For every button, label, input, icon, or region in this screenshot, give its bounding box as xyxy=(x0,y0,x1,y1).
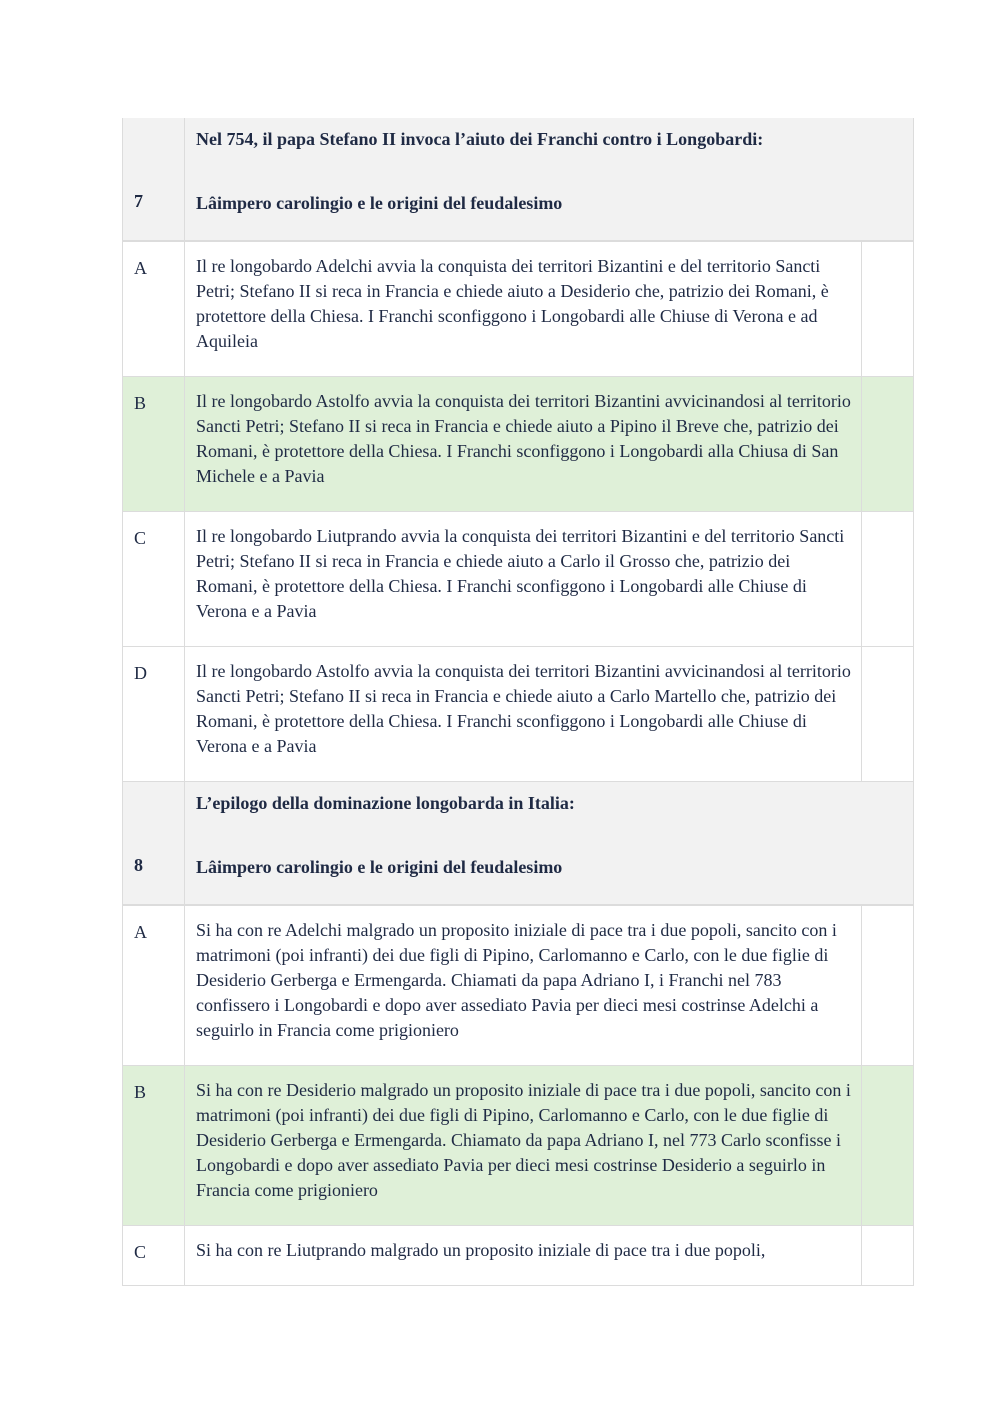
answer-mark-cell xyxy=(862,377,911,511)
answer-text: Si ha con re Adelchi malgrado un proposito iniziale di pace tra i due popoli, sancito con i matrimoni (poi infranti) dei due figli di Pipino, Carlomanno e Carlo, con le due figlie di Desiderio Gerberga e Ermengarda. Chiamati da papa Adriano I, i Franchi nel 783 confissero i Longobardi e dopo aver assediato Pavia per dieci mesi costrinse Adelchi a seguirlo in Francia come prigioniero xyxy=(185,906,862,1065)
answer-text: Il re longobardo Adelchi avvia la conquista dei territori Bizantini e del territorio Sancti Petri; Stefano II si reca in Francia e chiede aiuto a Desiderio che, patrizio dei Romani, è protettore della Chiesa. I Franchi sconfiggono i Longobardi alle Chiuse di Verona e ad Aquileia xyxy=(185,242,862,376)
question-subtitle: Lâimpero carolingio e le origini del feudalesimo xyxy=(196,193,563,213)
answer-row-c[interactable] xyxy=(123,512,913,647)
answer-row-a[interactable] xyxy=(123,242,913,377)
answer-mark-cell xyxy=(862,1066,911,1225)
answer-text: Il re longobardo Astolfo avvia la conquista dei territori Bizantini avvicinandosi al territorio Sancti Petri; Stefano II si reca in Francia e chiede aiuto a Carlo Martello che, patrizio dei Romani, è protettore della Chiesa. I Franchi sconfiggono i Longobardi alle Chiuse di Verona e a Pavia xyxy=(185,647,862,781)
answer-row-b-correct[interactable] xyxy=(123,377,913,512)
question-number: 8 xyxy=(123,782,185,904)
question-title: L’epilogo della dominazione longobarda in Italia: xyxy=(196,793,575,813)
answer-mark-cell xyxy=(862,647,911,781)
answer-mark-cell xyxy=(862,906,911,1065)
quiz-table xyxy=(122,118,914,1286)
question-subtitle: Lâimpero carolingio e le origini del feudalesimo xyxy=(196,857,563,877)
question-header-row xyxy=(123,118,913,242)
answer-letter: C xyxy=(123,1226,185,1285)
question-header-row xyxy=(123,782,913,906)
answer-letter: D xyxy=(123,647,185,781)
answer-mark-cell xyxy=(862,512,911,646)
answer-letter: B xyxy=(123,377,185,511)
answer-text: Il re longobardo Astolfo avvia la conquista dei territori Bizantini avvicinandosi al territorio Sancti Petri; Stefano II si reca in Francia e chiede aiuto a Pipino il Breve che, patrizio dei Romani, è protettore della Chiesa. I Franchi sconfiggono i Longobardi alla Chiusa di San Michele e a Pavia xyxy=(185,377,862,511)
answer-mark-cell xyxy=(862,1226,911,1285)
answer-row-d[interactable] xyxy=(123,647,913,782)
answer-mark-cell xyxy=(862,242,911,376)
answer-letter: A xyxy=(123,906,185,1065)
answer-text: Il re longobardo Liutprando avvia la conquista dei territori Bizantini e del territorio Sancti Petri; Stefano II si reca in Francia e chiede aiuto a Carlo il Grosso che, patrizio dei Romani, è protettore della Chiesa. I Franchi sconfiggono i Longobardi alle Chiuse di Verona e a Pavia xyxy=(185,512,862,646)
question-number: 7 xyxy=(123,118,185,240)
answer-letter: A xyxy=(123,242,185,376)
answer-text: Si ha con re Desiderio malgrado un proposito iniziale di pace tra i due popoli, sancito con i matrimoni (poi infranti) dei due figli di Pipino, Carlomanno e Carlo, con le due figlie di Desiderio Gerberga e Ermengarda. Chiamato da papa Adriano I, nel 773 Carlo sconfisse i Longobardi e dopo aver assediato Pavia per dieci mesi costrinse Desiderio a seguirlo in Francia come prigioniero xyxy=(185,1066,862,1225)
question-text xyxy=(185,782,862,904)
answer-row-a[interactable] xyxy=(123,906,913,1066)
answer-row-b-correct[interactable] xyxy=(123,1066,913,1226)
question-title: Nel 754, il papa Stefano II invoca l’aiuto dei Franchi contro i Longobardi: xyxy=(196,129,764,149)
answer-text: Si ha con re Liutprando malgrado un proposito iniziale di pace tra i due popoli, xyxy=(185,1226,862,1285)
answer-letter: B xyxy=(123,1066,185,1225)
answer-row-c[interactable] xyxy=(123,1226,913,1286)
question-text xyxy=(185,118,862,240)
answer-letter: C xyxy=(123,512,185,646)
